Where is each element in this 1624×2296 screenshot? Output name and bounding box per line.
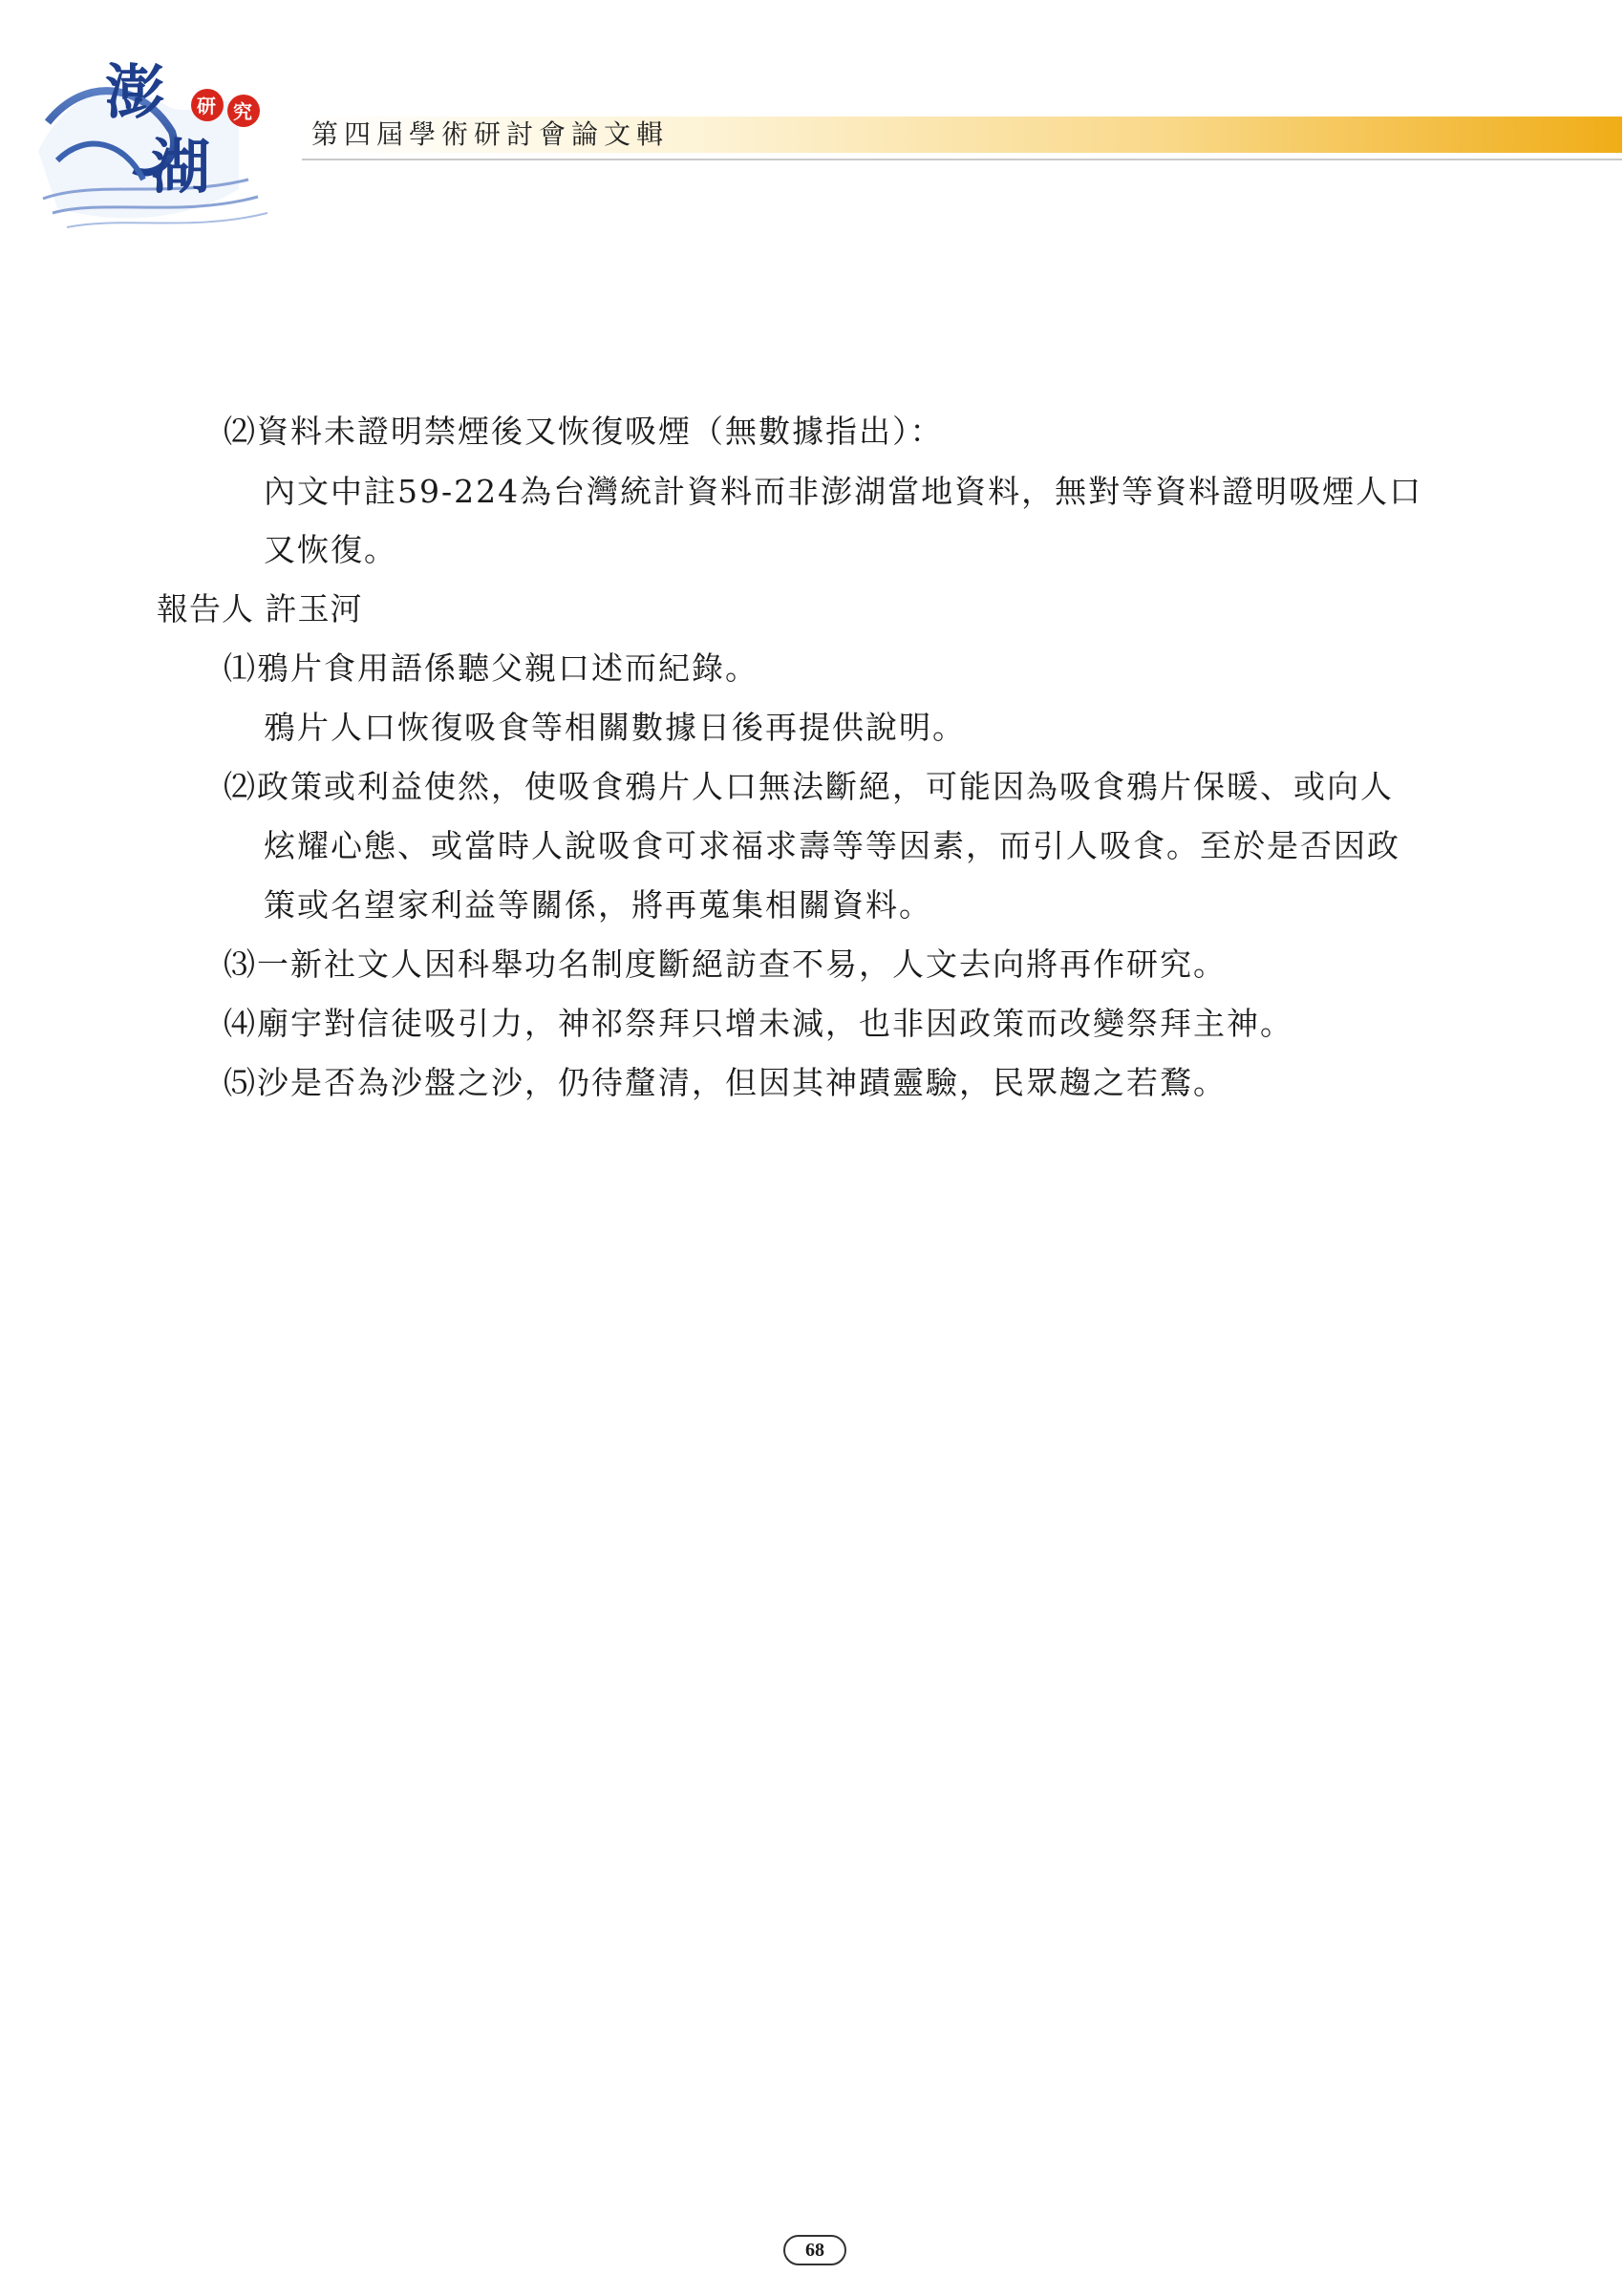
body-line: ⑶一新社文人因科舉功名制度斷絕訪查不易，人文去向將再作研究。: [224, 946, 1227, 983]
logo-char-4: 究: [233, 100, 252, 123]
header-rule: [302, 159, 1622, 160]
body-line: ⑴鴉片食用語係聽父親口述而紀錄。: [224, 649, 759, 687]
body-line: ⑷廟宇對信徒吸引力，神祁祭拜只增未減，也非因政策而改變祭拜主神。: [224, 1005, 1293, 1042]
body-line: 內文中註59-224為台灣統計資料而非澎湖當地資料，無對等資料證明吸煙人口: [264, 473, 1423, 510]
body-line: 策或名望家利益等關係，將再蒐集相關資料。: [264, 886, 932, 924]
logo-char-2: 湖: [151, 132, 211, 202]
journal-title: 第四屆學術研討會論文輯: [311, 118, 670, 150]
body-line: ⑵資料未證明禁煙後又恢復吸煙（無數據指出）：: [224, 413, 944, 450]
body-line: ⑵政策或利益使然，使吸食鴉片人口無法斷絕，可能因為吸食鴉片保暖、或向人: [224, 768, 1394, 805]
body-line: 又恢復。: [264, 531, 397, 568]
penghu-research-logo: [29, 36, 287, 256]
reporter-line: 報告人 許玉河: [157, 590, 363, 627]
page-number: 68: [783, 2235, 846, 2265]
logo-char-3: 研: [197, 95, 216, 117]
logo-char-1: 澎: [105, 57, 165, 127]
page-header: [0, 0, 1624, 202]
body-line: 鴉片人口恢復吸食等相關數據日後再提供說明。: [264, 709, 966, 746]
body-line: ⑸沙是否為沙盤之沙，仍待釐清，但因其神蹟靈驗，民眾趨之若鶩。: [224, 1064, 1227, 1101]
body-line: 炫耀心態、或當時人說吸食可求福求壽等等因素，而引人吸食。至於是否因政: [264, 827, 1400, 864]
